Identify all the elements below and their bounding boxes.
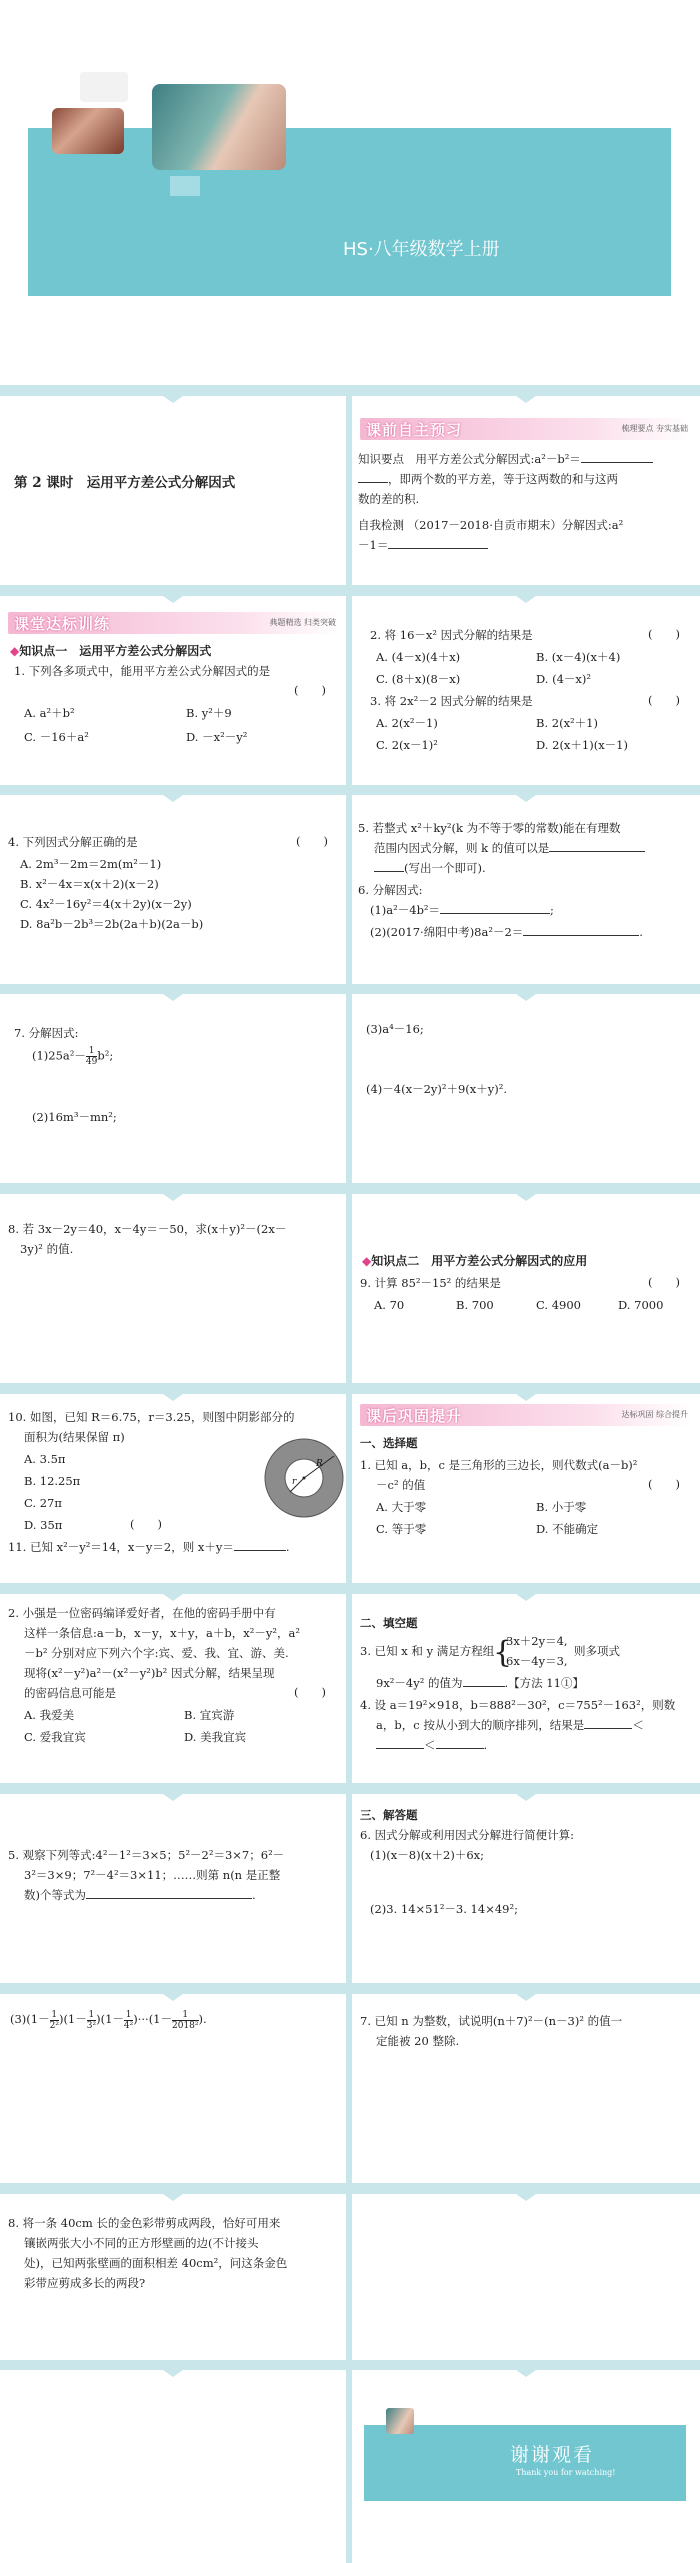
q9-option-a: A. 70 (374, 1298, 405, 1312)
slide-1-right (352, 396, 700, 585)
q2-option-a: A. (4－x)(4＋x) (376, 650, 461, 664)
q5b-line-3: 数)个等式为 . (24, 1888, 256, 1902)
p6-part-2: (2)3. 14×51²－3. 14×49²; (370, 1902, 518, 1916)
q1-option-c: C. －16＋a² (24, 730, 89, 744)
p4-line-3: ＜ . (376, 1736, 487, 1755)
slide-2-left (0, 596, 346, 785)
slide-4-right (352, 994, 700, 1183)
q5-line-2: 范围内因式分解，则 k 的值可以是 (374, 839, 645, 858)
after-class-banner: 课后巩固提升 达标巩固 综合提升 (360, 1404, 692, 1426)
kp2-heading: ◆知识点二 用平方差公式分解因式的应用 (362, 1254, 588, 1268)
q10-line-2: 面积为(结果保留 π) (24, 1430, 125, 1444)
q3-option-d: D. 2(x＋1)(x－1) (536, 738, 628, 752)
q8-line-2: 3y)² 的值. (20, 1242, 74, 1256)
slide-9-right (352, 1994, 700, 2183)
cover-subtitle: HS·八年级数学上册 (343, 239, 500, 260)
q4-answer-paren: ( ) (296, 834, 328, 848)
q3-answer-paren: ( ) (648, 693, 680, 707)
q2-option-d: D. (4－x)² (536, 672, 592, 686)
q9-option-b: B. 700 (456, 1298, 494, 1312)
q4-stem: 4. 下列因式分解正确的是 (8, 835, 138, 849)
slide-2-right (352, 596, 700, 785)
q1-option-d: D. －x²－y² (186, 730, 248, 744)
cover-deco-square-1 (80, 72, 128, 102)
annulus-figure (262, 1436, 346, 1520)
p2-line-5: 的密码信息可能是 (24, 1686, 116, 1700)
cover-slide (0, 0, 700, 385)
p6-part-1: (1)(x－8)(x＋2)＋6x; (370, 1848, 485, 1862)
kp-line-2: ，即两个数的平方差，等于这两数的和与这两 (358, 470, 618, 489)
fig-label-r: r (292, 1477, 297, 1487)
p3-line-1: 3. 已知 x 和 y 满足方程组 (360, 1644, 495, 1658)
slide-6-right (352, 1394, 700, 1583)
p4-line-2: a，b，c 按从小到大的顺序排列，结果是 ＜ (376, 1718, 644, 1732)
slide-3-right (352, 795, 700, 984)
lesson-title: 第 2 课时 运用平方差公式分解因式 (14, 475, 236, 491)
q9-answer-paren: ( ) (648, 1275, 680, 1289)
p7-line-2: 定能被 20 整除. (376, 2034, 460, 2048)
q8b-line-3: 处)，已知两张壁画的面积相差 40cm²，问这条金色 (24, 2256, 288, 2270)
q8-line-1: 8. 若 3x－2y＝40，x－4y＝－50，求(x＋y)²－(2x－ (8, 1222, 287, 1236)
q3-stem: 3. 将 2x²－2 因式分解的结果是 (370, 694, 533, 708)
q10-option-a: A. 3.5π (24, 1452, 66, 1466)
p2-option-d: D. 美我宜宾 (184, 1730, 247, 1744)
section-2-heading: 二、填空题 (360, 1616, 418, 1630)
p3-line-2: 9x²－4y² 的值为 .【方法 11①】 (376, 1676, 584, 1690)
slide-8-right (352, 1794, 700, 1983)
q10-line-1: 10. 如图，已知 R＝6.75，r＝3.25，则图中阴影部分的 (8, 1410, 295, 1424)
q6-stem: 6. 分解因式: (358, 883, 423, 897)
p3-equation-1: 3x＋2y＝4, (506, 1634, 568, 1648)
slide-10-left (0, 2194, 346, 2360)
q10-answer-paren: ( ) (130, 1517, 162, 1531)
section-3-heading: 三、解答题 (360, 1808, 418, 1822)
kp1-heading: ◆知识点一 运用平方差公式分解因式 (10, 644, 212, 658)
q2-option-b: B. (x－4)(x＋4) (536, 650, 621, 664)
q9-option-d: D. 7000 (618, 1298, 664, 1312)
check-line-2: －1＝ (358, 536, 488, 555)
q1-answer-paren: ( ) (294, 683, 326, 697)
p1-option-a: A. 大于零 (376, 1500, 427, 1514)
q2-answer-paren: ( ) (648, 627, 680, 641)
q8b-line-4: 彩带应剪成多长的两段? (24, 2276, 146, 2290)
p2-line-3: －b² 分别对应下列六个字:宾、爱、我、宜、游、美. (24, 1646, 289, 1660)
end-subtitle: Thank you for watching! (516, 2468, 616, 2477)
q10-option-c: C. 27π (24, 1496, 62, 1510)
p2-line-1: 2. 小强是一位密码编译爱好者，在他的密码手册中有 (8, 1606, 276, 1620)
check-line-1: 自我检测 （2017－2018·自贡市期末）分解因式:a² (358, 518, 624, 532)
cover-photo-small (52, 108, 124, 154)
p2-line-2: 这样一条信息:a－b，x－y，x＋y，a＋b，x²－y²，a² (24, 1626, 300, 1640)
q7-part-3: (3)a⁴－16; (366, 1022, 424, 1036)
p1-option-b: B. 小于零 (536, 1500, 587, 1514)
slide-3-left (0, 795, 346, 984)
p1-answer-paren: ( ) (648, 1477, 680, 1491)
q10-option-d: D. 35π (24, 1518, 63, 1532)
fig-label-R: R (316, 1459, 323, 1469)
cover-deco-square-2 (170, 176, 200, 196)
cover-teal-band (28, 128, 671, 296)
q4-option-c: C. 4x²－16y²＝4(x＋2y)(x－2y) (20, 897, 192, 911)
q7-part-1: (1)25a²－ $\frac{1}{49}b^2$; (32, 1046, 114, 1067)
q4-option-a: A. 2m³－2m＝2m(m²－1) (20, 857, 162, 871)
slide-4-left (0, 994, 346, 1183)
end-photo (386, 2408, 414, 2434)
q1-stem: 1. 下列各多项式中，能用平方差公式分解因式的是 (14, 664, 271, 678)
slide-9-left (0, 1994, 346, 2183)
class-banner: 课堂达标训练 典题精选 归类突破 (8, 612, 340, 634)
p2-option-c: C. 爱我宜宾 (24, 1730, 86, 1744)
q7-stem: 7. 分解因式: (14, 1026, 79, 1040)
p2-answer-paren: ( ) (294, 1685, 326, 1699)
p1-line-1: 1. 已知 a，b，c 是三角形的三边长，则代数式(a－b)² (360, 1458, 638, 1472)
q5b-line-2: 3²＝3×9；7²－4²＝3×11；……则第 n(n 是正整 (24, 1868, 281, 1882)
p6-stem: 6. 因式分解或利用因式分解进行简便计算: (360, 1828, 575, 1842)
q9-option-c: C. 4900 (536, 1298, 581, 1312)
q3-option-a: A. 2(x²－1) (376, 716, 438, 730)
slide-5-left (0, 1194, 346, 1383)
q8b-line-2: 镶嵌两张大小不同的正方形壁画的边(不计接头 (24, 2236, 259, 2250)
q6-part-1: (1)a²－4b²＝ ; (370, 903, 554, 917)
q1-option-a: A. a²＋b² (24, 706, 75, 720)
slide-8-left (0, 1794, 346, 1983)
p1-option-c: C. 等于零 (376, 1522, 427, 1536)
p7-line-1: 7. 已知 n 为整数，试说明(n＋7)²－(n－3)² 的值一 (360, 2014, 623, 2028)
cover-photo-large (152, 84, 286, 170)
p1-line-2: －c² 的值 (376, 1478, 426, 1492)
q3-option-b: B. 2(x²＋1) (536, 716, 598, 730)
slide-10-right (352, 2194, 700, 2360)
q4-option-d: D. 8a²b－2b³＝2b(2a＋b)(2a－b) (20, 917, 204, 931)
p3-line-1-tail: 则多项式 (574, 1644, 620, 1658)
q2-stem: 2. 将 16－x² 因式分解的结果是 (370, 628, 533, 642)
end-slide-left (0, 2370, 346, 2563)
q7-part-4: (4)－4(x－2y)²＋9(x＋y)². (366, 1082, 508, 1096)
p1-option-d: D. 不能确定 (536, 1522, 599, 1536)
p2-option-b: B. 宜宾游 (184, 1708, 235, 1722)
kp-line-3: 数的差的积. (358, 492, 420, 506)
q5b-line-1: 5. 观察下列等式:4²－1²＝3×5；5²－2²＝3×7；6²－ (8, 1848, 285, 1862)
q11-stem: 11. 已知 x²－y²＝14，x－y＝2，则 x＋y＝ . (8, 1540, 290, 1554)
q4-option-b: B. x²－4x＝x(x＋2)(x－2) (20, 877, 159, 891)
q3-option-c: C. 2(x－1)² (376, 738, 438, 752)
q8b-line-1: 8. 将一条 40cm 长的金色彩带剪成两段，恰好可用来 (8, 2216, 281, 2230)
slide-1-left (0, 396, 346, 585)
p2-line-4: 现将(x²－y²)a²－(x²－y²)b² 因式分解，结果呈现 (24, 1666, 275, 1680)
q7-part-2: (2)16m³－mn²; (32, 1110, 117, 1124)
q5-line-1: 5. 若整式 x²＋ky²(k 为不等于零的常数)能在有理数 (358, 821, 621, 835)
slide-7-right (352, 1594, 700, 1783)
slide-5-right (352, 1194, 700, 1383)
end-slide-right (352, 2370, 700, 2563)
preview-banner: 课前自主预习 梳理要点 夯实基础 (360, 418, 692, 440)
q5-line-3: (写出一个即可). (374, 859, 486, 878)
slide-7-left (0, 1594, 346, 1783)
p3-equation-2: 6x－4y＝3, (506, 1654, 568, 1668)
p4-line-1: 4. 设 a＝19²×918，b＝888²－30²，c＝755²－163²，则数 (360, 1698, 676, 1712)
q7-fraction: $\frac{1}{49}$ (85, 1046, 98, 1067)
q5b-part-3: (3)(1－ $\frac{1}{\text{2²}})(1-$ $\frac{1}{\text{3²}})(1-$ $\frac{1}{\text{4²}})\cdot\cdot\cdot(1-$ $\frac{1}{\text{2018²}}$). (10, 2009, 207, 2031)
p2-option-a: A. 我爱美 (24, 1708, 75, 1722)
q6-part-2: (2)(2017·绵阳中考)8a²－2＝ . (370, 925, 643, 939)
p3-brace: { (493, 1635, 513, 1670)
q1-option-b: B. y²＋9 (186, 706, 232, 720)
q2-option-c: C. (8＋x)(8－x) (376, 672, 461, 686)
q9-stem: 9. 计算 85²－15² 的结果是 (360, 1276, 501, 1290)
section-1-heading: 一、选择题 (360, 1436, 418, 1450)
q10-option-b: B. 12.25π (24, 1474, 81, 1488)
kp-line-1: 知识要点 用平方差公式分解因式:a²－b²＝ (358, 450, 653, 469)
end-title: 谢谢观看 (510, 2444, 595, 2466)
slide-6-left (0, 1394, 346, 1583)
